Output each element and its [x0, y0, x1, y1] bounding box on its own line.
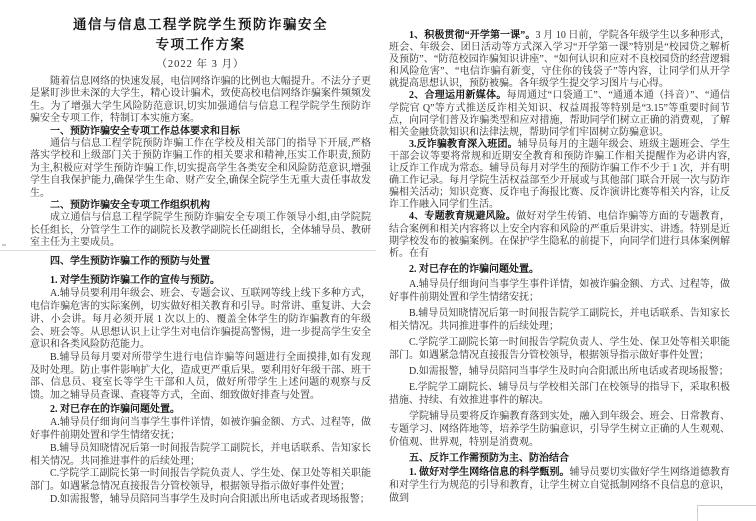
section-2-paragraph: 成立通信与信息工程学院学生预防诈骗安全专项工作领导小组,由学院院长任组长，分管学生工作的副院长及教学副院长任副组长，全体辅导员、教研室主任为主要成员。: [30, 212, 371, 249]
doc-title-line1: 通信与信息工程学院学生预防诈骗安全: [73, 17, 328, 32]
page-4: [389, 263, 730, 505]
handling-item-b-right: B.辅导员知晓情况后第一时间报告院学工副院长，并电话联系、告知家长相关情况。共同推进事件的后续处理；: [389, 308, 730, 332]
scan-artifact-dash: [2, 244, 6, 246]
section-2-heading: 二、预防诈骗安全专项工作组织机构: [50, 200, 210, 212]
subsection-2-heading-right: 2. 对已存在的诈骗问题处置。: [409, 264, 539, 275]
prevention-item-a: A.辅导员要利用年级会、班会、专题会议、互联网等线上线下多种方式，电信诈骗危害的实际案例，切实做好相关教育和引导。时常讲、重复讲、大会讲、小会讲。每月必须开展 1 次以上的、覆盖全体学生的防诈骗教育的年级会、班会等。从思想认识上让学生对电信诈骗提高警惕，进一步提高学生安全意识和各类风险防范能力。: [30, 288, 371, 351]
measure-item-2: [389, 90, 730, 138]
measure-item-4-text: 做好对学生传销、电信诈骗等方面的专题教育，结合案例和相关内容将以上安全内容和风险的严重后果讲实、讲透。特别是近期学校发布的被骗案例。在保护学生隐私的前提下，向同学们进行具体案例解析。在有: [389, 211, 731, 259]
measure-item-2-title: 2、合理运用新媒体。: [409, 90, 507, 102]
measure-item-3: [389, 139, 730, 212]
handling-item-b: B.辅导员知晓情况后第一时间报告院学工副院长，并电话联系、告知家长相关情况。共同推进事件的后续处理；: [30, 442, 371, 467]
measure-item-3-title: 3.反诈骗教育深入班团。: [409, 138, 518, 150]
section-4-heading: 四、学生预防诈骗工作的预防与处置: [50, 256, 210, 267]
page-1: [30, 15, 371, 250]
subsection-2-heading: 2. 对已存在的诈骗问题处置。: [50, 403, 180, 415]
handling-item-c-right: C.学院学工副院长第一时间报告学院负责人、学生处、保卫处等相关职能部门。如遇紧急情况直接报告分管校领导，根据领导指示做好事件处置；: [389, 337, 730, 361]
subsection-1-heading: 1. 对学生预防诈骗工作的宣传与预防。: [50, 274, 220, 286]
handling-item-d: D.如需报警，辅导员陪同当事学生及时向合阳派出所电话或者现场报警；: [50, 493, 370, 505]
page-corner-mark: [697, 505, 756, 521]
section-5-item-1-text: 辅导员要切实做好学生网络道德教育和对学生行为规范的引导和教育，让学生树立自觉抵制网络不良信息的意识，做到: [389, 467, 731, 504]
measure-item-1-title: 1、积极贯彻“开学第一课”。: [409, 30, 536, 41]
page-break-divider: [0, 250, 376, 251]
section-1-paragraph: 通信与信息工程学院预防诈骗工作在学校及相关部门的指导下开展,严格落实学校和上级部门关于预防诈骗工作的相关要求和精神,压实工作职责,预防为主,积极应对学生预防诈骗工作,切实提高学生各类安全和风险防范意识,增强学生自我保护能力,确保学生生命、财产安全,确保全院学生无重大责任事故发生。: [30, 138, 371, 199]
measure-item-1: [389, 30, 730, 90]
measure-item-4: [389, 211, 730, 259]
handling-item-a: A.辅导员仔细询问当事学生事件详情，如被诈骗金额、方式、过程等，做好事件前期处置和学生情绪安抚；: [30, 417, 371, 442]
intro-paragraph: 随着信息网络的快速发展，电信网络诈骗的比例也大幅提升。不法分子更是紧盯涉世未深的大学生，精心设计骗术，致使高校电信网络诈骗案件频频发生。为了增强大学生风险防范意识,切实加强通信与信息工程学院学生预防诈骗安全专项工作，特制订本实施方案。: [30, 76, 371, 125]
page-2: [389, 30, 730, 260]
section-5-item-1-title: 1. 做好对学生网络信息的科学甄别。: [409, 467, 570, 478]
handling-item-a-right: A.辅导员仔细询问当事学生事件详情，如被诈骗金额、方式、过程等，做好事件前期处置和学生情绪安抚；: [389, 279, 730, 303]
page-3: [30, 256, 371, 506]
handling-item-d-right: D.如需报警，辅导员陪同当事学生及时向合阳派出所电话或者现场报警；: [409, 366, 729, 377]
section-1-heading: 一、预防诈骗安全专项工作总体要求和目标: [50, 125, 240, 137]
prevention-item-b: B.辅导员每月要对所带学生进行电信诈骗等问题进行全面摸排,如有发现及时处理。防止事件影响扩大化，造成更严重后果。要利用好年级干部、班干部、信息员、寝室长等学生干部和人员，做好所带学生上述问题的观察与反馈。加之辅导员查课、查寝等方式，全面、细致做好排查与处置。: [30, 351, 371, 402]
measure-item-3-text: 辅导员每月的主题年级会、班级主题班会、学生干部会议等要将常规和近期安全教育和预防诈骗工作相关提醒作为必讲内容,让反诈工作成为常态。辅导员每月对学生的预防诈骗工作不少于 1 次，并有明确工作记录。每月学院生活权益部至少开展或与其他部门联合开展一次与防诈骗相关活动；知识竞赛、反诈电子海报比赛、反诈演讲比赛等相关内容，让反诈工作融入同学们生活。: [389, 138, 731, 211]
section-5-heading: 五、反诈工作需预防为主、防治结合: [409, 453, 569, 464]
doc-title-line2: 专项工作方案: [155, 37, 246, 52]
handling-item-c: C.学院学工副院长第一时间报告学院负责人、学生处、保卫处等相关职能部门。如遇紧急情况直接报告分管校领导，根据领导指示做好事件处置；: [30, 468, 371, 492]
measure-item-2-text: 每周通过“口袋通工”、“通通本通（抖音）”、“通信学院官 Q”等方式推送反诈相关知识、权益周报等特别是“3.15”等重要时间节点，向同学们普及诈骗类型和应对措施，帮助同学们树立正确的消费观，了解相关金融贷款知识和法律法规，帮助同学们牢固树立防骗意识。: [389, 90, 730, 138]
measure-item-4-title: 4、专题教育规避风险。: [409, 211, 517, 223]
summary-paragraph: 学院辅导员要将反诈骗教育落到实处，融入到年级会、班会、日常教育、专题学习、网络阵地等，培养学生防骗意识，引导学生树立正确的人生观观、价值观、世界观，特别是消费观。: [389, 411, 730, 448]
doc-date: （2022 年 3 月）: [156, 59, 245, 70]
measure-item-1-text: 3 月 10 日前，学院各年级学生以多种形式，班会、年级会、团日活动等方式深入学习“开学第一课”特别是“校园贷之解析及预防”、“防范校园诈骗知识讲座”、“如何认识和应对不良校园贷的经营逻辑和风险危害”、“电信诈骗有新变，守住你的钱袋子”等内容，让同学们从开学就提高思想认识，预防被骗。各年级学生提交学习图片与心得。: [389, 30, 731, 90]
section-5-item-1: [389, 466, 730, 505]
handling-item-e-right: E.学院学工副院长、辅导员与学校相关部门在校领导的指导下，采取积极措施、持续、有效推进事件的解决。: [389, 382, 730, 406]
